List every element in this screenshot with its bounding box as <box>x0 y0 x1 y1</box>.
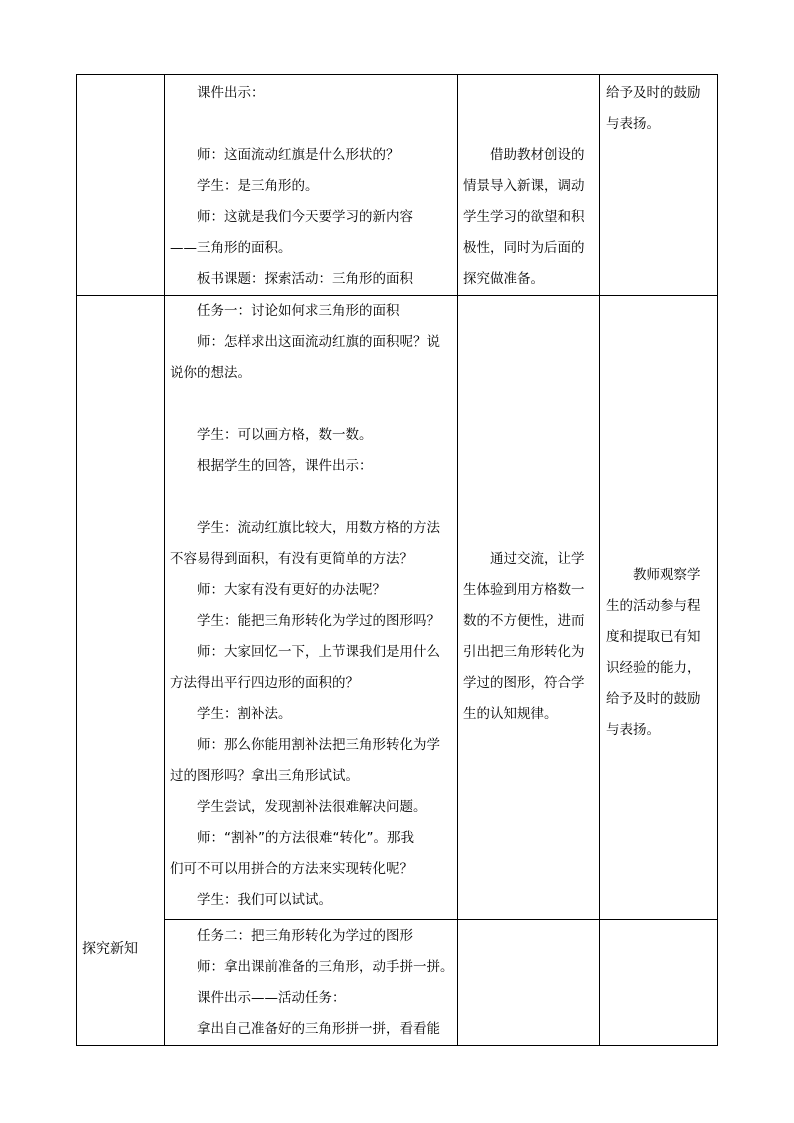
row1-intent-line: 探究做准备。 <box>463 271 544 287</box>
row1-process-line: 板书课题：探索活动：三角形的面积 <box>197 271 413 287</box>
row1-intent <box>463 140 599 295</box>
row3-process <box>170 921 454 1045</box>
row1-process-line <box>170 109 454 140</box>
row1-intent-line: 借助教材创设的 <box>490 147 585 163</box>
column-divider-3 <box>599 74 600 1046</box>
row2-process-line: 过的图形吗？拿出三角形试试。 <box>170 768 359 784</box>
row3-process-line: 课件出示——活动任务： <box>197 990 346 1006</box>
row1-evaluation <box>606 78 714 140</box>
row2-intent-line: 生体验到用方格数一 <box>463 582 585 598</box>
row1-process-line: 学生：是三角形的。 <box>197 178 319 194</box>
row2-process-line: 师：那么你能用割补法把三角形转化为学 <box>197 737 440 753</box>
lesson-plan-table <box>76 74 718 1046</box>
row2-intent <box>463 544 599 730</box>
row2-process-line: 学生：流动红旗比较大，用数方格的方法 <box>197 520 440 536</box>
row3-process-line: 师：拿出课前准备的三角形，动手拼一拼。 <box>197 959 454 975</box>
row2-process-line: 学生：我们可以试试。 <box>197 892 332 908</box>
table-border-top <box>76 74 718 75</box>
row1-evaluation-line: 给予及时的鼓励 <box>606 85 701 101</box>
row1-process-line: 师：这就是我们今天要学习的新内容 <box>197 209 413 225</box>
row2-intent-line: 引出把三角形转化为 <box>463 644 585 660</box>
row1-intent-line: 极性，同时为后面的 <box>463 240 585 256</box>
row2-process-line: 方法得出平行四边形的面积的？ <box>170 675 359 691</box>
row2-evaluation-line: 生的活动参与程 <box>606 598 701 614</box>
row2-evaluation <box>606 560 714 746</box>
row2-process-line: 根据学生的回答，课件出示： <box>197 458 373 474</box>
row2-process-line: 学生尝试，发现割补法很难解决问题。 <box>197 799 427 815</box>
row2-process-line: 学生：割补法。 <box>197 706 292 722</box>
row2-process-line: 说你的想法。 <box>170 365 251 381</box>
row3-process-line: 拿出自己准备好的三角形拼一拼，看看能 <box>197 1021 440 1037</box>
row1-intent-line: 学生学习的欲望和积 <box>463 209 585 225</box>
row2-intent-line: 通过交流，让学 <box>490 551 585 567</box>
column-divider-1 <box>164 74 165 1046</box>
row2-process-line: 任务一：讨论如何求三角形的面积 <box>197 303 400 319</box>
section-label: 探究新知 <box>82 941 138 957</box>
row1-process-line: ——三角形的面积。 <box>170 240 292 256</box>
row2-intent-line: 数的不方便性，进而 <box>463 613 585 629</box>
table-border-right <box>717 74 718 1046</box>
row1-intent-line: 情景导入新课，调动 <box>463 178 585 194</box>
row3-process-line: 任务二：把三角形转化为学过的图形 <box>197 928 413 944</box>
row2-process-line: 师：大家有没有更好的办法呢？ <box>197 582 386 598</box>
row2-evaluation-line: 给予及时的鼓励 <box>606 691 701 707</box>
row1-process-line: 课件出示： <box>197 85 265 101</box>
row2-intent-line: 生的认知规律。 <box>463 706 558 722</box>
row2-process-line <box>170 482 454 513</box>
row2-evaluation-line: 度和提取已有知 <box>606 629 701 645</box>
table-border-bottom <box>76 1045 718 1046</box>
row2-process-line: 们可不可以用拼合的方法来实现转化呢？ <box>170 861 413 877</box>
row2-process-line: 学生：可以画方格，数一数。 <box>197 427 373 443</box>
row2-process-line: 学生：能把三角形转化为学过的图形吗？ <box>197 613 440 629</box>
row1-evaluation-line: 与表扬。 <box>606 116 660 132</box>
column-divider-2 <box>457 74 458 1046</box>
row2-process-line <box>170 389 454 420</box>
row2-process-line: 师：大家回忆一下，上节课我们是用什么 <box>197 644 440 660</box>
row2-process <box>170 296 454 916</box>
row-divider-2 <box>164 919 718 920</box>
row2-intent-line: 学过的图形，符合学 <box>463 675 585 691</box>
table-border-left <box>76 74 77 1046</box>
row2-process-line: 师：怎样求出这面流动红旗的面积呢？说 <box>197 334 440 350</box>
row1-process-line: 师：这面流动红旗是什么形状的？ <box>197 147 400 163</box>
row2-process-line: 不容易得到面积，有没有更简单的方法？ <box>170 551 413 567</box>
row2-evaluation-line: 与表扬。 <box>606 722 660 738</box>
row2-evaluation-line: 教师观察学 <box>633 567 701 583</box>
row2-process-line: 师：“割补”的方法很难“转化”。那我 <box>197 830 414 846</box>
row2-evaluation-line: 识经验的能力， <box>606 660 701 676</box>
row1-process <box>170 78 454 295</box>
